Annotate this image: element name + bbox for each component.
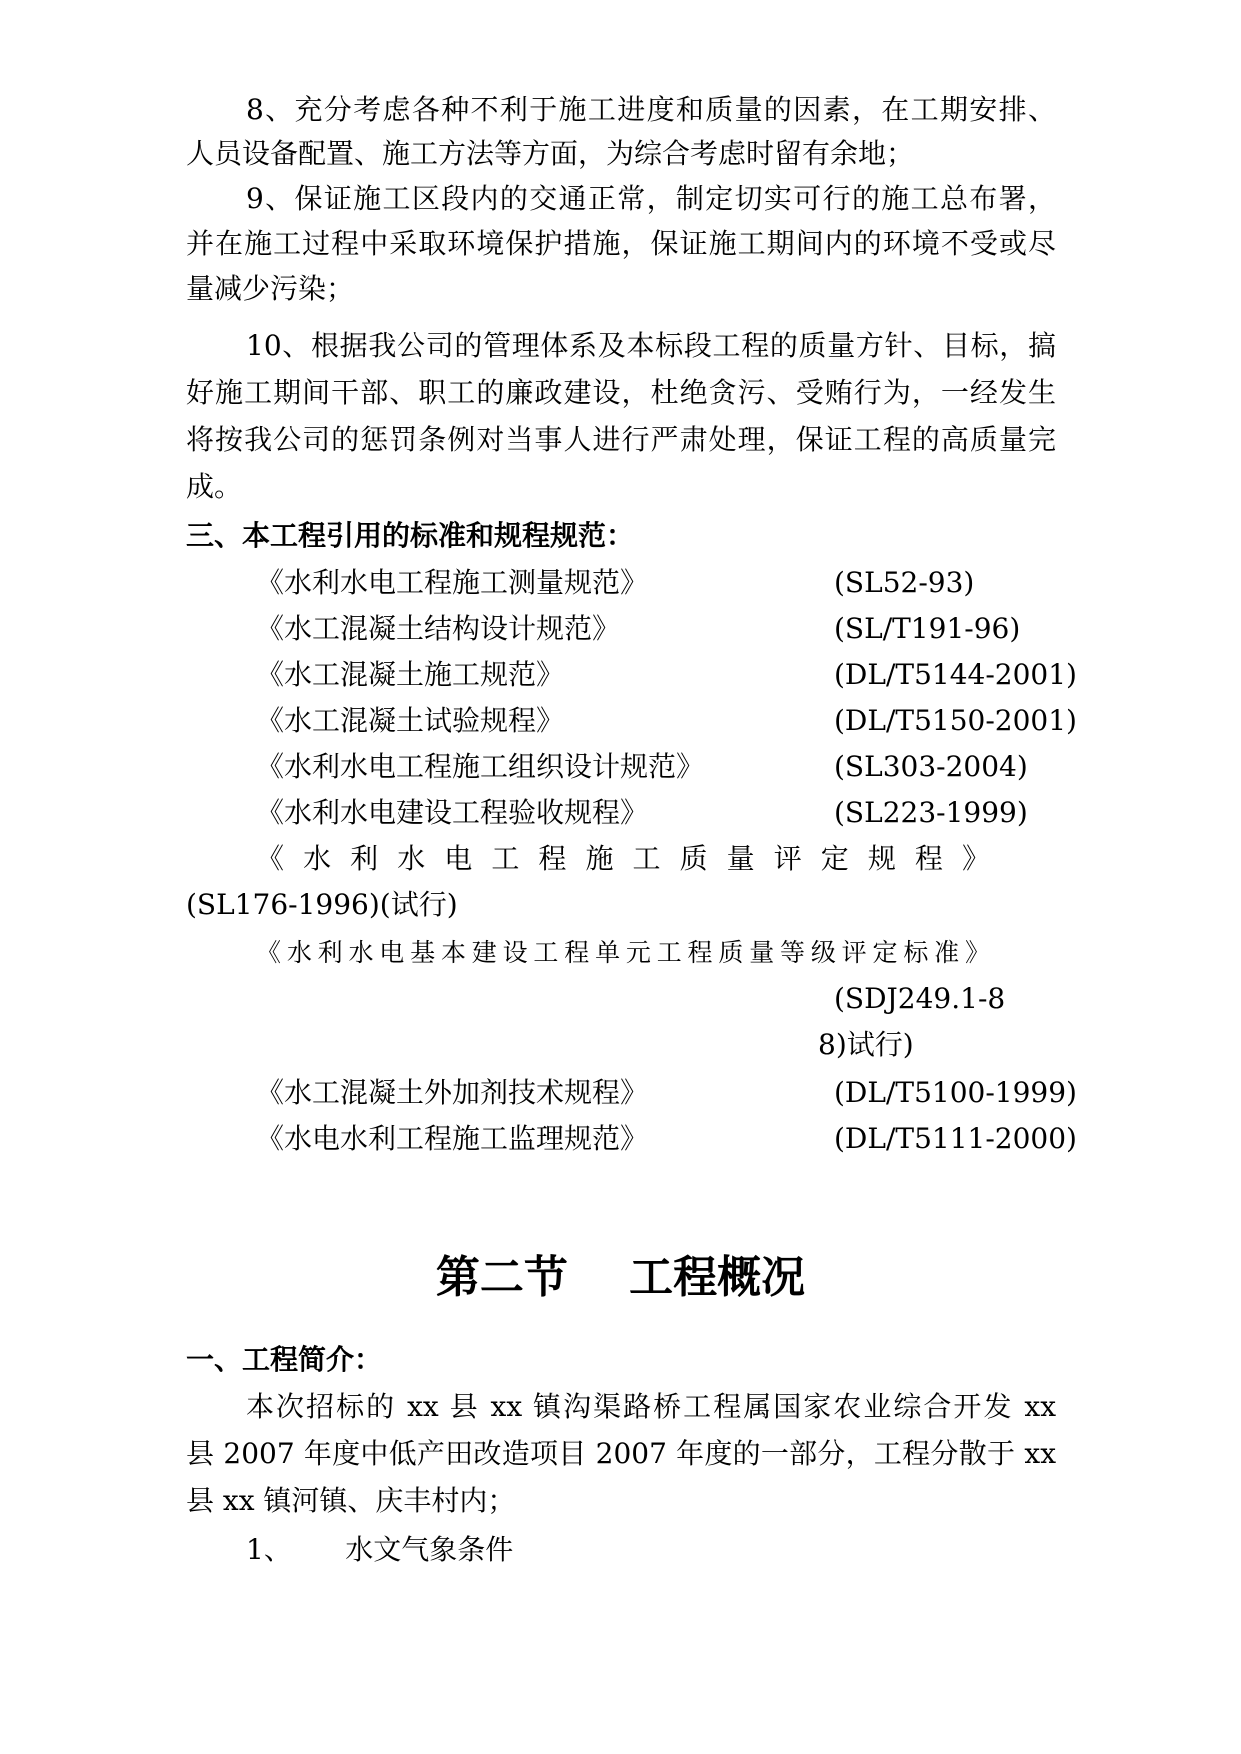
paragraph-9-line-2: 并在施工过程中采取环境保护措施，保证施工期间内的环境不受或尽 [186, 227, 1056, 260]
standard-code-wrapped: 8)试行) [818, 1028, 914, 1061]
standard-code: (SL223-1999) [834, 796, 1028, 829]
standard-code: (DL/T5100-1999) [834, 1076, 1077, 1109]
paragraph-10-line-1: 10、根据我公司的管理体系及本标段工程的质量方针、目标，搞 [246, 329, 1056, 362]
standards-heading: 三、本工程引用的标准和规程规范： [186, 519, 635, 552]
standard-name: 《水利水电工程施工测量规范》 [256, 566, 649, 599]
standard-code: (SL303-2004) [834, 750, 1028, 783]
standard-code: (DL/T5111-2000) [834, 1122, 1077, 1155]
overview-line-1: 本次招标的 xx 县 xx 镇沟渠路桥工程属国家农业综合开发 xx [246, 1390, 1056, 1423]
standard-code: (DL/T5144-2001) [834, 658, 1077, 691]
paragraph-8-line-2: 人员设备配置、施工方法等方面，为综合考虑时留有余地； [186, 137, 915, 170]
standard-name: 《水工混凝土外加剂技术规程》 [256, 1076, 649, 1109]
standard-code-wrapped: (SL176-1996)(试行) [186, 888, 458, 921]
paragraph-10-line-4: 成。 [186, 470, 243, 503]
paragraph-10-line-3: 将按我公司的惩罚条例对当事人进行严肃处理，保证工程的高质量完 [186, 423, 1056, 456]
paragraph-10-line-2: 好施工期间干部、职工的廉政建设，杜绝贪污、受贿行为，一经发生 [186, 376, 1056, 409]
standard-code: (SL/T191-96) [834, 612, 1021, 645]
standard-code-wrapped: (SDJ249.1-8 [834, 982, 1006, 1015]
standard-name: 《水电水利工程施工监理规范》 [256, 1122, 649, 1155]
paragraph-9-line-1: 9、保证施工区段内的交通正常，制定切实可行的施工总布署， [246, 182, 1056, 215]
section-title: 第二节 工程概况 [435, 1252, 806, 1303]
standard-code: (SL52-93) [834, 566, 975, 599]
standard-name: 《水工混凝土施工规范》 [256, 658, 565, 691]
overview-line-3: 县 xx 镇河镇、庆丰村内； [186, 1484, 516, 1517]
overview-item-1: 1、 水文气象条件 [246, 1533, 514, 1566]
paragraph-8-line-1: 8、充分考虑各种不利于施工进度和质量的因素，在工期安排、 [246, 93, 1056, 126]
paragraph-9-line-3: 量减少污染； [186, 272, 355, 305]
standard-name-spaced: 《水利水电基本建设工程单元工程质量等级评定标准》 [256, 938, 990, 967]
standard-name: 《水工混凝土试验规程》 [256, 704, 565, 737]
standard-code: (DL/T5150-2001) [834, 704, 1077, 737]
standard-name: 《水工混凝土结构设计规范》 [256, 612, 621, 645]
standard-name: 《水利水电工程施工组织设计规范》 [256, 750, 705, 783]
overview-line-2: 县 2007 年度中低产田改造项目 2007 年度的一部分，工程分散于 xx [186, 1437, 1056, 1470]
standard-name-spaced: 《水利水电工程施工质量评定规程》 [256, 842, 990, 875]
overview-heading: 一、工程简介： [186, 1343, 383, 1376]
standard-name: 《水利水电建设工程验收规程》 [256, 796, 649, 829]
